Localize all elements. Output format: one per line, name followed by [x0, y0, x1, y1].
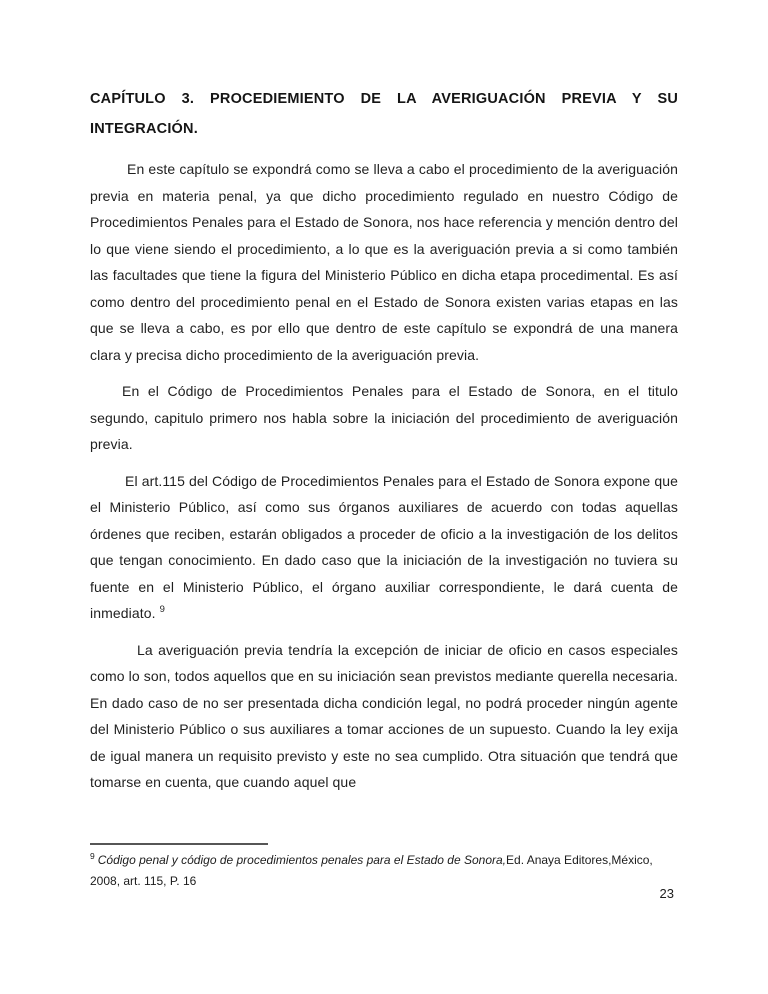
chapter-title: CAPÍTULO 3. PROCEDIEMIENTO DE LA AVERIGUACIÓN PREVIA Y SU INTEGRACIÓN.: [90, 91, 678, 137]
footnote-citation-details: Ed. Anaya Editores,México, 2008, art. 115, P. 16: [90, 853, 653, 888]
footnote-area: [90, 843, 678, 892]
footnote: [90, 850, 678, 892]
paragraph-3: [90, 468, 678, 627]
footnote-citation-title: Código penal y código de procedimientos penales para el Estado de Sonora,: [97, 853, 507, 867]
footnote-separator: [90, 843, 268, 845]
paragraph-4: [90, 637, 678, 796]
page-content: [90, 84, 678, 806]
page-number: 23: [659, 886, 674, 901]
paragraph-1: [90, 156, 678, 368]
paragraph-1-text: En este capítulo se expondrá como se lleva a cabo el procedimiento de la averiguación previa en materia penal, ya que dicho procedimiento regulado en nuestro Código de Procedimientos Penales para el Estado de Sonora, nos hace referencia y mención dentro del lo que viene siendo el procedimiento, a lo que es la averiguación previa a si como también las facultades que tiene la figura del Ministerio Público en dicha etapa procedimental. Es así como dentro del procedimiento penal en el Estado de Sonora existen varias etapas en las que se lleva a cabo, es por ello que dentro de este capítulo se expondrá de una manera clara y precisa dicho procedimiento de la averiguación previa.: [90, 161, 678, 363]
paragraph-2-text: En el Código de Procedimientos Penales para el Estado de Sonora, en el titulo segundo, capitulo primero nos habla sobre la iniciación del procedimiento de averiguación previa.: [90, 383, 678, 452]
paragraph-3-text: El art.115 del Código de Procedimientos Penales para el Estado de Sonora expone que el Ministerio Público, así como sus órganos auxiliares de acuerdo con todas aquellas órdenes que reciben, estarán obligados a proceder de oficio a la investigación de los delitos que tengan conocimiento. En dado caso que la iniciación de la investigación no tuviera su fuente en el Ministerio Público, el órgano auxiliar correspondiente, le dará cuenta de inmediato.: [90, 472, 678, 621]
paragraph-2: [90, 378, 678, 458]
footnote-reference: 9: [159, 604, 165, 616]
paragraph-4-text: La averiguación previa tendría la excepción de iniciar de oficio en casos especiales como lo son, todos aquellos que en su iniciación sean previstos mediante querella necesaria. En dado caso de no ser presentada dicha condición legal, no podrá proceder ningún agente del Ministerio Público o sus auxiliares a tomar acciones de un supuesto. Cuando la ley exija de igual manera un requisito previsto y este no sea cumplido. Otra situación que tendrá que tomarse en cuenta, que cuando aquel que: [90, 641, 678, 790]
footnote-number: 9: [90, 851, 95, 861]
